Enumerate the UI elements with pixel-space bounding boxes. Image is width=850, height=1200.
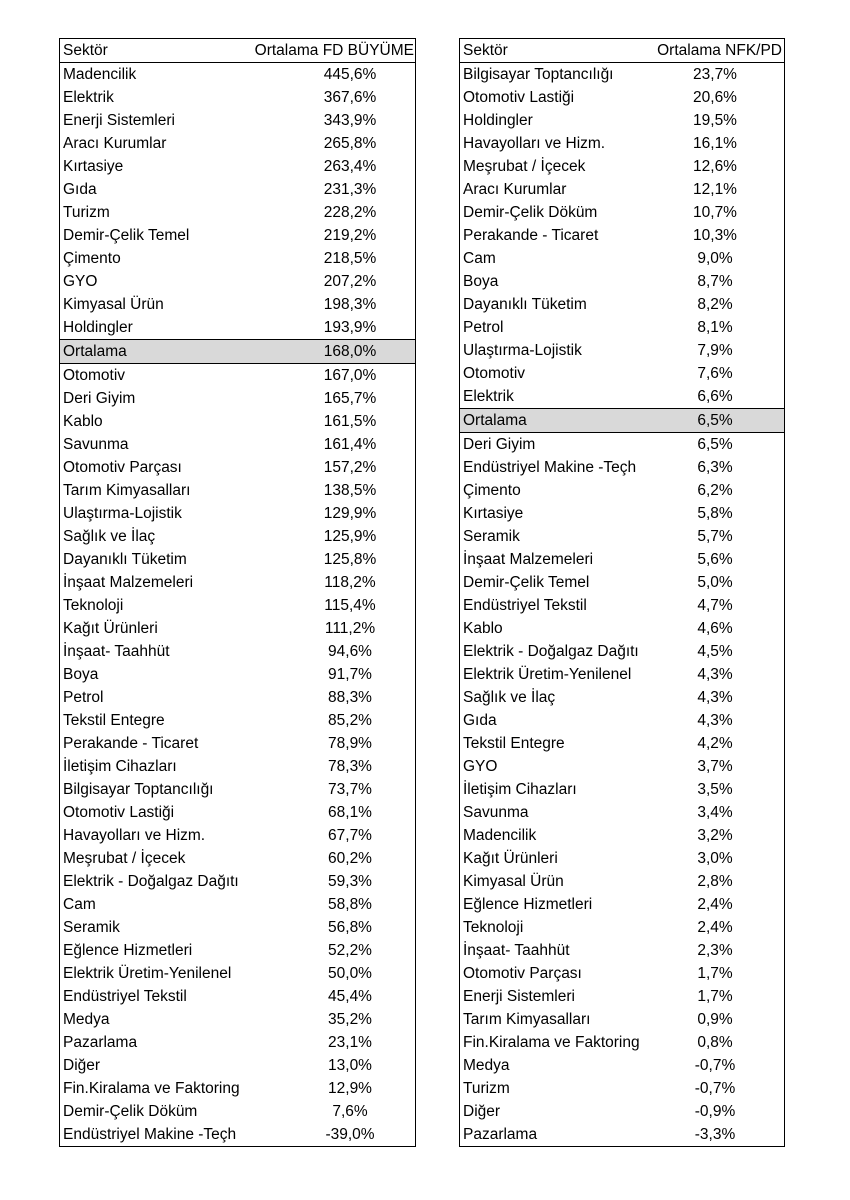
sector-name: Eğlence Hizmetleri (63, 942, 193, 959)
table-row (60, 870, 415, 893)
table-row (60, 686, 415, 709)
table-row (460, 1077, 784, 1100)
sector-name: Cam (463, 250, 496, 267)
sector-name: Ulaştırma-Lojistik (463, 342, 582, 359)
sector-value: 0,9% (697, 1011, 733, 1028)
sector-name: Demir-Çelik Döküm (463, 204, 598, 221)
table-row (60, 1077, 415, 1100)
table-row (60, 778, 415, 801)
table-row (460, 456, 784, 479)
sector-value: 3,4% (697, 804, 733, 821)
table-row (60, 479, 415, 502)
sector-value: -0,7% (694, 1080, 736, 1097)
sector-name: Turizm (63, 204, 110, 221)
table-row (60, 502, 415, 525)
sector-name: Havayolları ve Hizm. (463, 135, 606, 152)
sector-name: Kablo (63, 413, 103, 430)
sector-value: 58,8% (328, 896, 372, 913)
sector-name: Ortalama (63, 343, 127, 360)
table-row (60, 316, 415, 339)
sector-name: İletişim Cihazları (463, 781, 577, 798)
sector-value: 125,9% (323, 528, 377, 545)
table-row (60, 594, 415, 617)
sector-name: Otomotiv Parçası (463, 965, 582, 982)
sector-value: 7,6% (332, 1103, 368, 1120)
sector-value: 219,2% (323, 227, 377, 244)
sector-column-header: Sektör (463, 42, 508, 59)
sector-value: 12,1% (693, 181, 737, 198)
sector-name: Çimento (63, 250, 121, 267)
table-row (460, 640, 784, 663)
sector-name: Elektrik - Doğalgaz Dağıtı (463, 643, 639, 660)
sector-name: Çimento (463, 482, 521, 499)
sector-value: 6,2% (697, 482, 733, 499)
sector-value: 2,4% (697, 919, 733, 936)
table-row (60, 1054, 415, 1077)
sector-name: Pazarlama (463, 1126, 538, 1143)
table-row (460, 709, 784, 732)
table-row (460, 132, 784, 155)
table-row (460, 316, 784, 339)
table-row (460, 893, 784, 916)
sector-value: 85,2% (328, 712, 372, 729)
sector-name: Savunma (463, 804, 529, 821)
table-row (460, 732, 784, 755)
table-row (60, 247, 415, 270)
sector-value: 167,0% (323, 367, 377, 384)
table-row (60, 640, 415, 663)
table-row (460, 824, 784, 847)
sector-name: İnşaat- Taahhüt (463, 942, 570, 959)
sector-value: 445,6% (323, 66, 377, 83)
sector-value: 1,7% (697, 988, 733, 1005)
sector-value: 3,5% (697, 781, 733, 798)
table-row (60, 224, 415, 247)
sector-name: Petrol (63, 689, 104, 706)
sector-name: Enerji Sistemleri (63, 112, 175, 129)
sector-value: 6,6% (697, 388, 733, 405)
sector-name: Diğer (63, 1057, 101, 1074)
sector-name: Madencilik (463, 827, 537, 844)
sector-name: Tarım Kimyasalları (463, 1011, 591, 1028)
sector-value: 56,8% (328, 919, 372, 936)
sector-name: Tekstil Entegre (463, 735, 565, 752)
table-row (60, 293, 415, 316)
table-row (460, 178, 784, 201)
table-row (60, 109, 415, 132)
table-row (60, 155, 415, 178)
sector-name: Elektrik - Doğalgaz Dağıtı (63, 873, 239, 890)
table-row (60, 847, 415, 870)
sector-value: 129,9% (323, 505, 377, 522)
table-row (460, 778, 784, 801)
table-row (460, 1031, 784, 1054)
sector-value: 161,5% (323, 413, 377, 430)
table-row (460, 385, 784, 408)
table-row (60, 732, 415, 755)
sector-value: 161,4% (323, 436, 377, 453)
sector-value: 20,6% (693, 89, 737, 106)
fd-growth-column-header: Ortalama FD BÜYÜME (254, 42, 414, 59)
sector-value: 5,7% (697, 528, 733, 545)
sector-name: Bilgisayar Toptancılığı (63, 781, 214, 798)
sector-value: 2,8% (697, 873, 733, 890)
sector-name: Diğer (463, 1103, 501, 1120)
sector-name: Endüstriyel Tekstil (463, 597, 587, 614)
average-row (460, 408, 784, 433)
sector-value: -0,7% (694, 1057, 736, 1074)
sector-name: Otomotiv Lastiği (63, 804, 175, 821)
sector-name: Meşrubat / İçecek (63, 850, 186, 867)
sector-name: Demir-Çelik Temel (63, 227, 190, 244)
sector-name: Eğlence Hizmetleri (463, 896, 593, 913)
sector-value: 78,3% (328, 758, 372, 775)
sector-name: Elektrik (63, 89, 114, 106)
sector-value: 94,6% (328, 643, 372, 660)
sector-value: 2,4% (697, 896, 733, 913)
sector-name: Holdingler (463, 112, 533, 129)
sector-value: 5,0% (697, 574, 733, 591)
sector-value: 138,5% (323, 482, 377, 499)
sector-value: 125,8% (323, 551, 377, 568)
sector-name: Elektrik Üretim-Yenilenel (63, 965, 232, 982)
table-row (460, 201, 784, 224)
sector-value: 111,2% (324, 620, 376, 637)
table-row (60, 1123, 415, 1146)
table-row (460, 594, 784, 617)
sector-value: 168,0% (323, 343, 377, 360)
sector-value: 88,3% (328, 689, 372, 706)
sector-name: Aracı Kurumlar (63, 135, 167, 152)
table-header (460, 39, 784, 63)
sector-name: Fin.Kiralama ve Faktoring (463, 1034, 640, 1051)
sector-name: Sağlık ve İlaç (63, 528, 156, 545)
table-row (460, 1100, 784, 1123)
sector-value: 8,2% (697, 296, 733, 313)
sector-value: 3,2% (697, 827, 733, 844)
sector-name: Demir-Çelik Temel (463, 574, 590, 591)
sector-name: Holdingler (63, 319, 133, 336)
table-row (460, 801, 784, 824)
sector-name: Cam (63, 896, 96, 913)
table-row (460, 985, 784, 1008)
sector-name: GYO (463, 758, 498, 775)
table-row (460, 962, 784, 985)
table-row (60, 916, 415, 939)
sector-value: 45,4% (328, 988, 372, 1005)
sector-name: Teknoloji (463, 919, 524, 936)
sector-name: Perakande - Ticaret (63, 735, 199, 752)
sector-name: İnşaat- Taahhüt (63, 643, 170, 660)
table-row (460, 502, 784, 525)
sector-name: GYO (63, 273, 98, 290)
table-row (460, 617, 784, 640)
sector-name: Deri Giyim (63, 390, 136, 407)
fd-growth-table (59, 38, 416, 1147)
table-row (460, 548, 784, 571)
sector-value: 9,0% (697, 250, 733, 267)
sector-name: Seramik (463, 528, 520, 545)
sector-value: 6,3% (697, 459, 733, 476)
sector-value: 0,8% (697, 1034, 733, 1051)
sector-name: İnşaat Malzemeleri (463, 551, 594, 568)
table-row (460, 686, 784, 709)
table-row (60, 663, 415, 686)
table-row (460, 155, 784, 178)
sector-value: 4,3% (697, 689, 733, 706)
sector-name: Ulaştırma-Lojistik (63, 505, 182, 522)
sector-name: İletişim Cihazları (63, 758, 177, 775)
sector-name: Gıda (63, 181, 97, 198)
table-row (460, 939, 784, 962)
sector-name: Dayanıklı Tüketim (63, 551, 187, 568)
sector-value: -39,0% (325, 1126, 375, 1143)
table-row (60, 178, 415, 201)
sector-value: 19,5% (693, 112, 737, 129)
table-row (460, 86, 784, 109)
table-row (60, 824, 415, 847)
sector-name: Otomotiv Lastiği (463, 89, 575, 106)
sector-name: Dayanıklı Tüketim (463, 296, 587, 313)
sector-value: 35,2% (328, 1011, 372, 1028)
sector-name: Elektrik Üretim-Yenilenel (463, 666, 632, 683)
sector-value: 228,2% (323, 204, 377, 221)
sector-name: Havayolları ve Hizm. (63, 827, 206, 844)
sector-name: Kırtasiye (63, 158, 124, 175)
table-row (60, 893, 415, 916)
sector-name: Otomotiv (463, 365, 526, 382)
sector-value: 4,2% (697, 735, 733, 752)
sector-value: 68,1% (328, 804, 372, 821)
table-row (60, 1100, 415, 1123)
table-row (460, 1054, 784, 1077)
table-row (60, 201, 415, 224)
sector-value: 8,1% (697, 319, 733, 336)
sector-value: 1,7% (697, 965, 733, 982)
sector-value: 5,8% (697, 505, 733, 522)
sector-value: 16,1% (693, 135, 737, 152)
sector-column-header: Sektör (63, 42, 108, 59)
sector-name: Meşrubat / İçecek (463, 158, 586, 175)
sector-value: 8,7% (697, 273, 733, 290)
sector-value: 4,3% (697, 712, 733, 729)
sector-value: 50,0% (328, 965, 372, 982)
sector-value: 6,5% (697, 412, 733, 429)
sector-value: 4,6% (697, 620, 733, 637)
table-row (460, 479, 784, 502)
table-row (60, 456, 415, 479)
sector-value: 10,3% (693, 227, 737, 244)
table-body (460, 63, 784, 1146)
table-row (460, 755, 784, 778)
sector-value: 343,9% (323, 112, 377, 129)
sector-value: 52,2% (328, 942, 372, 959)
table-row (60, 63, 415, 86)
table-row (460, 1008, 784, 1031)
sector-name: Gıda (463, 712, 497, 729)
sector-value: 3,7% (697, 758, 733, 775)
table-body (60, 63, 415, 1146)
table-row (60, 270, 415, 293)
table-row (460, 847, 784, 870)
sector-name: Deri Giyim (463, 436, 536, 453)
sector-name: Fin.Kiralama ve Faktoring (63, 1080, 240, 1097)
sector-value: 367,6% (323, 89, 377, 106)
table-row (460, 870, 784, 893)
table-row (60, 410, 415, 433)
table-row (60, 709, 415, 732)
sector-name: Endüstriyel Tekstil (63, 988, 187, 1005)
sector-name: Kağıt Ürünleri (63, 620, 158, 637)
table-row (60, 617, 415, 640)
sector-name: Seramik (63, 919, 120, 936)
sector-name: Tarım Kimyasalları (63, 482, 191, 499)
sector-name: Endüstriyel Makine -Teçh (463, 459, 637, 476)
sector-name: Boya (463, 273, 499, 290)
sector-name: Savunma (63, 436, 129, 453)
sector-name: Pazarlama (63, 1034, 138, 1051)
sector-name: Perakande - Ticaret (463, 227, 599, 244)
sector-value: 73,7% (328, 781, 372, 798)
sector-value: 231,3% (323, 181, 377, 198)
sector-name: Demir-Çelik Döküm (63, 1103, 198, 1120)
sector-value: 60,2% (328, 850, 372, 867)
table-row (460, 571, 784, 594)
table-row (60, 132, 415, 155)
table-row (60, 387, 415, 410)
sector-name: Kablo (463, 620, 503, 637)
sector-name: İnşaat Malzemeleri (63, 574, 194, 591)
table-row (460, 63, 784, 86)
table-row (60, 755, 415, 778)
table-row (460, 663, 784, 686)
sector-value: 13,0% (328, 1057, 372, 1074)
sector-value: 12,9% (328, 1080, 372, 1097)
table-row (60, 86, 415, 109)
sector-name: Teknoloji (63, 597, 124, 614)
table-row (60, 939, 415, 962)
sector-value: 78,9% (328, 735, 372, 752)
sector-value: 7,6% (697, 365, 733, 382)
average-row (60, 339, 415, 364)
table-row (460, 270, 784, 293)
table-row (60, 1008, 415, 1031)
sector-name: Endüstriyel Makine -Teçh (63, 1126, 237, 1143)
sector-value: -3,3% (694, 1126, 736, 1143)
table-row (60, 962, 415, 985)
sector-value: 5,6% (697, 551, 733, 568)
sector-value: 4,7% (697, 597, 733, 614)
nfk-pd-table (459, 38, 785, 1147)
sector-value: 6,5% (697, 436, 733, 453)
sector-value: 207,2% (323, 273, 377, 290)
table-row (60, 1031, 415, 1054)
sector-value: 23,7% (693, 66, 737, 83)
table-row (460, 433, 784, 456)
table-row (60, 525, 415, 548)
sector-value: 265,8% (323, 135, 377, 152)
sector-name: Madencilik (63, 66, 137, 83)
sector-name: Elektrik (463, 388, 514, 405)
sector-name: Petrol (463, 319, 504, 336)
sector-value: 4,3% (697, 666, 733, 683)
table-row (460, 362, 784, 385)
table-row (460, 1123, 784, 1146)
sector-name: Boya (63, 666, 99, 683)
sector-name: Otomotiv (63, 367, 126, 384)
sector-name: Medya (463, 1057, 510, 1074)
sector-name: Sağlık ve İlaç (463, 689, 556, 706)
table-row (460, 293, 784, 316)
table-row (60, 985, 415, 1008)
table-row (60, 571, 415, 594)
sector-value: 157,2% (323, 459, 377, 476)
sector-name: Kimyasal Ürün (463, 873, 564, 890)
sector-name: Enerji Sistemleri (463, 988, 575, 1005)
sector-name: Kırtasiye (463, 505, 524, 522)
sector-value: 263,4% (323, 158, 377, 175)
sector-value: 7,9% (697, 342, 733, 359)
sector-name: Medya (63, 1011, 110, 1028)
sector-value: 198,3% (323, 296, 377, 313)
table-row (60, 801, 415, 824)
sector-value: 118,2% (324, 574, 376, 591)
nfk-pd-column-header: Ortalama NFK/PD (657, 42, 782, 59)
sector-value: 23,1% (328, 1034, 372, 1051)
table-row (60, 364, 415, 387)
sector-name: Tekstil Entegre (63, 712, 165, 729)
sector-name: Bilgisayar Toptancılığı (463, 66, 614, 83)
sector-value: 193,9% (323, 319, 377, 336)
sector-name: Ortalama (463, 412, 527, 429)
table-row (460, 109, 784, 132)
table-row (460, 916, 784, 939)
sector-name: Otomotiv Parçası (63, 459, 182, 476)
sector-name: Kimyasal Ürün (63, 296, 164, 313)
sector-value: 3,0% (697, 850, 733, 867)
sector-value: 115,4% (324, 597, 376, 614)
sector-value: 4,5% (697, 643, 733, 660)
sector-value: 59,3% (328, 873, 372, 890)
sector-value: 218,5% (323, 250, 377, 267)
sector-value: 67,7% (328, 827, 372, 844)
sector-value: 12,6% (693, 158, 737, 175)
sector-name: Aracı Kurumlar (463, 181, 567, 198)
table-row (60, 433, 415, 456)
table-row (460, 247, 784, 270)
sector-value: 10,7% (693, 204, 737, 221)
table-row (460, 224, 784, 247)
table-row (460, 339, 784, 362)
sector-value: 2,3% (697, 942, 733, 959)
table-header (60, 39, 415, 63)
table-row (60, 548, 415, 571)
sector-value: 91,7% (328, 666, 372, 683)
sector-name: Turizm (463, 1080, 510, 1097)
sector-value: 165,7% (323, 390, 377, 407)
table-row (460, 525, 784, 548)
sector-name: Kağıt Ürünleri (463, 850, 558, 867)
sector-value: -0,9% (694, 1103, 736, 1120)
